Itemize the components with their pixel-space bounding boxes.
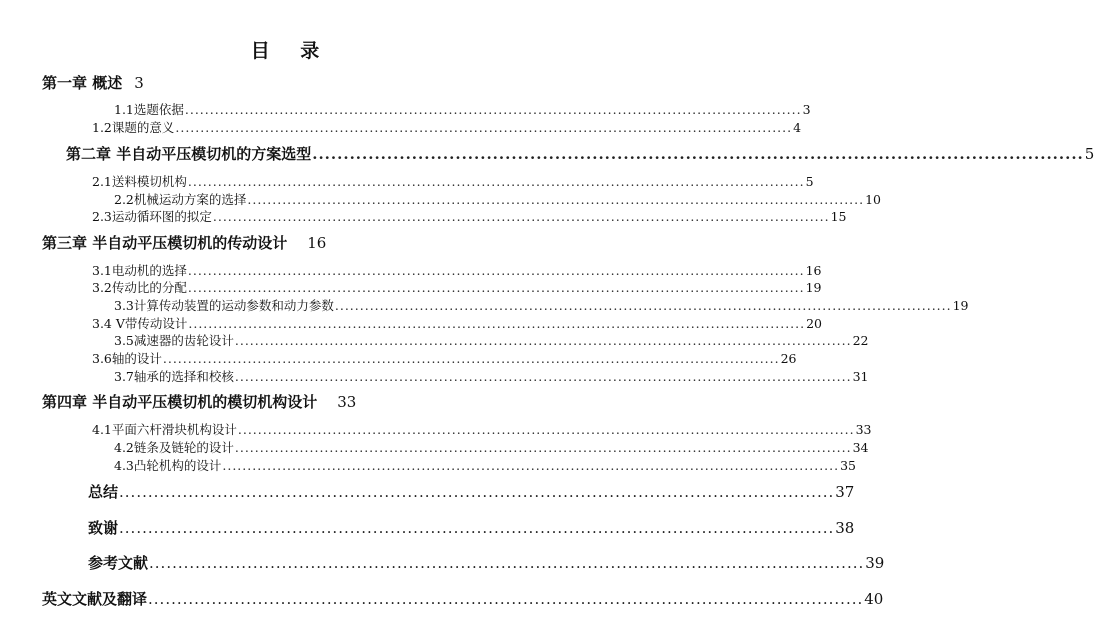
page-number: 40 <box>864 590 884 608</box>
page-number: 20 <box>806 316 822 331</box>
toc-entry-1-2[interactable] <box>92 118 802 136</box>
toc-entry-3-3[interactable] <box>114 296 969 314</box>
entry-title: 2.3运动循环图的拟定 <box>92 209 212 224</box>
toc-chapter-4[interactable] <box>42 391 356 412</box>
dot-leader: ............................................................................................................................ <box>187 280 805 295</box>
chapter-title: 第四章 半自动平压模切机的模切机构设计 <box>42 393 318 411</box>
toc-title: 目 录 <box>250 40 332 62</box>
dot-leader: ............................................................................................................................ <box>187 263 805 278</box>
page-number: 4 <box>793 120 802 135</box>
entry-title: 3.2传动比的分配 <box>92 280 187 295</box>
page-number: 33 <box>337 393 357 411</box>
toc-entry-3-1[interactable] <box>92 261 822 279</box>
toc-chapter-3[interactable] <box>42 232 326 253</box>
dot-leader: ............................................................................................................................ <box>184 102 802 117</box>
toc-references[interactable] <box>88 552 885 573</box>
entry-title: 2.1送料模切机构 <box>92 174 187 189</box>
toc-entry-3-6[interactable] <box>92 349 797 367</box>
page-number: 33 <box>855 422 872 437</box>
page-number: 15 <box>830 209 847 224</box>
dot-leader: ............................................................................................................................ <box>119 483 835 501</box>
toc-entry-3-7[interactable] <box>114 367 869 385</box>
toc-chapter-1[interactable] <box>42 72 144 93</box>
dot-leader: ............................................................................................................................ <box>148 590 864 608</box>
page-number: 3 <box>802 102 811 117</box>
dot-leader: ............................................................................................................................ <box>162 351 780 366</box>
page-number: 10 <box>865 192 881 207</box>
page-number: 22 <box>852 333 869 348</box>
dot-leader: ............................................................................................................................ <box>312 145 1084 163</box>
dot-leader: ............................................................................................................................ <box>234 440 852 455</box>
dot-leader: ............................................................................................................................ <box>212 209 830 224</box>
entry-title: 4.3凸轮机构的设计 <box>114 458 222 473</box>
chapter-title: 第一章 概述 <box>42 74 123 92</box>
dot-leader: ............................................................................................................................ <box>119 519 835 537</box>
dot-leader: ............................................................................................................................ <box>237 422 855 437</box>
entry-title: 总结 <box>88 483 119 501</box>
dot-leader: ............................................................................................................................ <box>234 333 852 348</box>
entry-title: 致谢 <box>88 519 119 537</box>
toc-entry-3-2[interactable] <box>92 278 822 296</box>
chapter-title: 第三章 半自动平压模切机的传动设计 <box>42 234 288 252</box>
toc-entry-3-5[interactable] <box>114 331 869 349</box>
entry-title: 1.2课题的意义 <box>92 120 175 135</box>
dot-leader: ............................................................................................................................ <box>247 192 865 207</box>
dot-leader: ............................................................................................................................ <box>234 369 852 384</box>
toc-entry-4-2[interactable] <box>114 438 869 456</box>
chapter-title: 第二章 半自动平压模切机的方案选型 <box>66 145 312 163</box>
toc-summary[interactable] <box>88 481 855 502</box>
toc-entry-4-1[interactable] <box>92 420 872 438</box>
page-number: 31 <box>852 369 869 384</box>
entry-title: 3.5减速器的齿轮设计 <box>114 333 234 348</box>
page-number: 16 <box>307 234 327 252</box>
page-number: 37 <box>835 483 855 501</box>
entry-title: 3.1电动机的选择 <box>92 263 187 278</box>
dot-leader: ............................................................................................................................ <box>175 120 793 135</box>
toc-entry-2-3[interactable] <box>92 207 847 225</box>
entry-title: 3.7轴承的选择和校核 <box>114 369 234 384</box>
page-number: 39 <box>865 554 885 572</box>
page-number: 3 <box>134 74 144 92</box>
dot-leader: ............................................................................................................................ <box>187 174 805 189</box>
toc-entry-2-1[interactable] <box>92 172 814 190</box>
page-number: 5 <box>1084 145 1094 163</box>
entry-title: 1.1选题依据 <box>114 102 184 117</box>
toc-entry-2-2[interactable] <box>114 190 881 208</box>
page-number: 19 <box>805 280 822 295</box>
dot-leader: ............................................................................................................................ <box>334 298 952 313</box>
dot-leader: ............................................................................................................................ <box>149 554 865 572</box>
page-number: 34 <box>852 440 869 455</box>
toc-acknowledgements[interactable] <box>88 517 855 538</box>
page-number: 26 <box>780 351 797 366</box>
page-number: 35 <box>840 458 856 473</box>
entry-title: 英文文献及翻译 <box>42 590 148 608</box>
page-number: 38 <box>835 519 855 537</box>
entry-title: 4.2链条及链轮的设计 <box>114 440 234 455</box>
dot-leader: ............................................................................................................................ <box>188 316 806 331</box>
page-number: 19 <box>952 298 969 313</box>
toc-english-literature[interactable] <box>42 588 884 609</box>
entry-title: 2.2机械运动方案的选择 <box>114 192 247 207</box>
toc-entry-3-4[interactable] <box>92 314 822 332</box>
toc-entry-4-3[interactable] <box>114 456 856 474</box>
toc-chapter-2[interactable] <box>66 143 1094 164</box>
entry-title: 3.6轴的设计 <box>92 351 162 366</box>
toc-entry-1-1[interactable] <box>114 100 811 118</box>
entry-title: 3.3计算传动装置的运动参数和动力参数 <box>114 298 334 313</box>
page-number: 5 <box>805 174 814 189</box>
entry-title: 4.1平面六杆滑块机构设计 <box>92 422 237 437</box>
entry-title: 参考文献 <box>88 554 149 572</box>
dot-leader: ............................................................................................................................ <box>222 458 840 473</box>
page-number: 16 <box>805 263 822 278</box>
entry-title: 3.4 V带传动设计 <box>92 316 188 331</box>
